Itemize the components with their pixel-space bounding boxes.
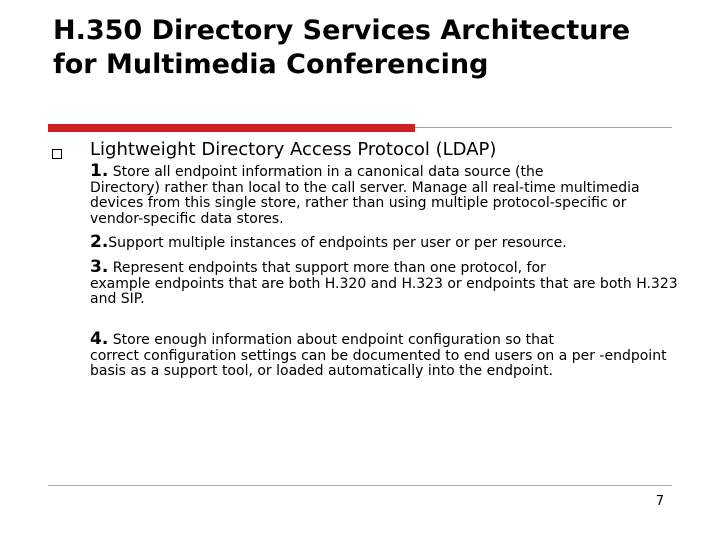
title-divider-line [415, 127, 672, 128]
list-item-1-number: 1. [90, 161, 109, 181]
list-item-3 [90, 257, 680, 308]
list-item-1-lead: Store all endpoint information in a canonical data source (the [108, 164, 544, 180]
list-item-3-first-line [90, 257, 680, 277]
list-item-2-number: 2. [90, 232, 109, 252]
list-item-2-first-line [90, 232, 680, 252]
list-item-4 [90, 329, 680, 380]
list-item-4-lead: Store enough information about endpoint configuration so that [108, 332, 555, 348]
title-accent-bar [48, 124, 415, 132]
page-number: 7 [655, 494, 664, 509]
slide-title-line-2: for Multimedia Conferencing [53, 49, 489, 80]
bullet-heading: Lightweight Directory Access Protocol (LDAP) [90, 139, 497, 160]
slide-title [53, 14, 693, 82]
list-item-2-lead: Support multiple instances of endpoints per user or per resource. [108, 235, 567, 251]
list-item-4-first-line [90, 329, 680, 349]
slide-title-line-1: H.350 Directory Services Architecture [53, 15, 631, 46]
list-item-3-continuation: example endpoints that are both H.320 and H.323 or endpoints that are both H.323 and SIP. [90, 275, 678, 307]
list-item-1 [90, 161, 680, 227]
list-item-1-continuation: Directory) rather than local to the call server. Manage all real-time multimedia devices from this single store, rather than using multiple protocol-specific or vendor-specific data stores. [90, 179, 640, 227]
list-item-3-number: 3. [90, 257, 109, 277]
list-item-2 [90, 232, 680, 252]
list-item-4-number: 4. [90, 329, 109, 349]
list-item-3-lead: Represent endpoints that support more than one protocol, for [108, 260, 546, 276]
square-bullet-icon [52, 149, 62, 159]
list-item-1-first-line [90, 161, 680, 181]
footer-divider-line [48, 485, 672, 486]
list-item-4-continuation: correct configuration settings can be documented to end users on a per -endpoint basis as a support tool, or loaded automatically into the endpoint. [90, 347, 667, 379]
